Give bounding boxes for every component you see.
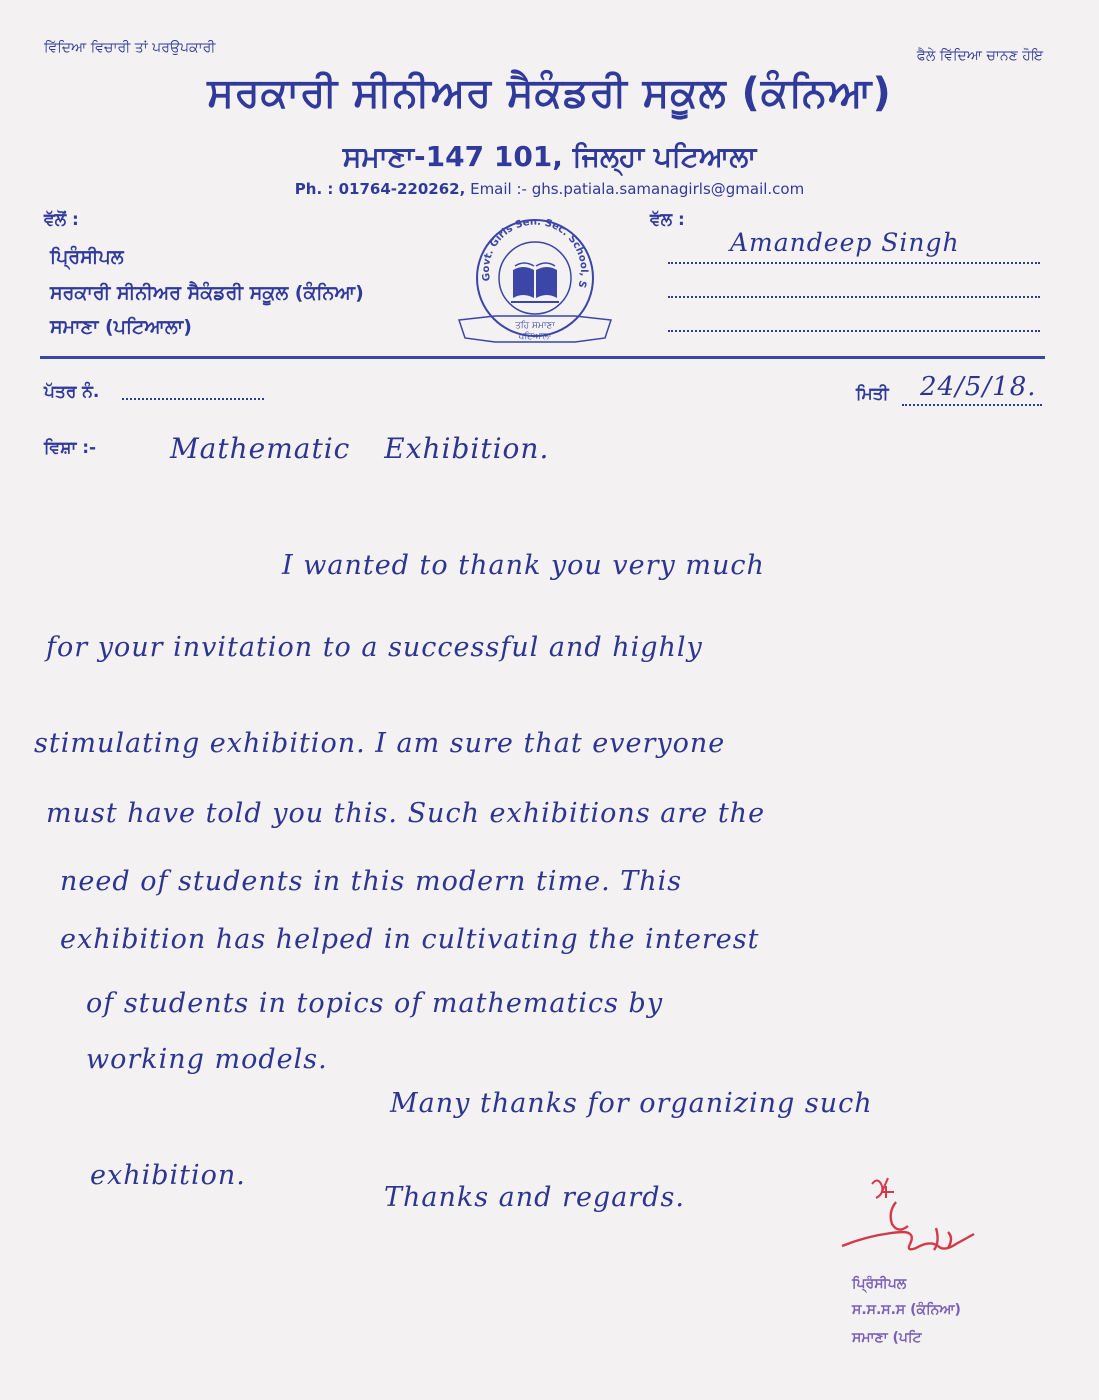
school-name: ਸਰਕਾਰੀ ਸੀਨੀਅਰ ਸੈਕੰਡਰੀ ਸਕੂਲ (ਕੰਨਿਆ) [207,70,892,116]
letter-no-line [122,398,264,400]
body-line-9: Many thanks for organizing such [390,1088,873,1119]
body-line-4: must have told you this. Such exhibitions are the [46,798,766,829]
contact-line [0,180,1099,198]
handwritten-signature [836,1172,1006,1282]
motto-right: ਫੈਲੇ ਵਿੱਦਿਆ ਚਾਨਣ ਹੋਇ [916,48,1043,64]
to-line-2 [668,296,1040,298]
date-label: ਮਿਤੀ [856,384,889,404]
body-line-8: working models. [86,1044,328,1075]
seal-graphic [455,212,615,352]
school-seal [455,212,615,352]
stamp-line-2: ਸ.ਸ.ਸ.ਸ (ਕੰਨਿਆ) [852,1302,961,1318]
motto-left: ਵਿੱਦਿਆ ਵਿਚਾਰੀ ਤਾਂ ਪਰਉਪਕਾਰੀ [44,40,216,56]
body-line-10: exhibition. [90,1160,246,1191]
from-line-1: ਪ੍ਰਿੰਸੀਪਲ [50,246,124,268]
school-address: ਸਮਾਣਾ-147 101, ਜਿਲ੍ਹਾ ਪਟਿਆਲਾ [342,140,757,173]
email: Email :- ghs.patiala.samanagirls@gmail.com [470,180,805,198]
body-line-7: of students in topics of mathematics by [86,988,664,1019]
subject-label: ਵਿਸ਼ਾ :- [44,438,97,458]
from-line-3: ਸਮਾਣਾ (ਪਟਿਆਲਾ) [50,316,192,338]
stamp-line-3: ਸਮਾਣਾ (ਪਟਿ [852,1330,922,1346]
body-line-11: Thanks and regards. [384,1182,685,1213]
seal-ribbon-line-2: ਪਟਿਆਲਾ [518,332,552,342]
body-line-6: exhibition has helped in cultivating the interest [60,924,760,955]
to-label: ਵੱਲ : [650,210,685,230]
body-line-5: need of students in this modern time. This [60,866,683,897]
recipient-name: Amandeep Singh [730,228,960,257]
body-line-1: I wanted to thank you very much [282,550,765,581]
phone: Ph. : 01764-220262, [294,180,466,198]
body-line-3: stimulating exhibition. I am sure that everyone [34,728,726,759]
date-value: 24/5/18. [920,372,1037,402]
from-line-2: ਸਰਕਾਰੀ ਸੀਨੀਅਰ ਸੈਕੰਡਰੀ ਸਕੂਲ (ਕੰਨਿਆ) [50,282,364,304]
to-line-3 [668,330,1040,332]
letter-no-label: ਪੱਤਰ ਨੰ. [44,382,100,402]
seal-ring-text: Govt. Girls Sen. Sec. School, S [480,216,590,289]
to-line-1 [668,262,1040,264]
subject-text: Mathematic Exhibition. [170,432,550,465]
from-label: ਵੱਲੋਂ : [44,210,79,230]
book-icon [511,263,559,302]
stamp-line-1: ਪ੍ਰਿੰਸੀਪਲ [852,1276,907,1292]
seal-ribbon-line-1: ਤਹਿ ਸਮਾਣਾ [515,321,555,331]
date-line [902,404,1042,406]
header-divider [40,356,1045,359]
body-line-2: for your invitation to a successful and highly [46,632,703,663]
